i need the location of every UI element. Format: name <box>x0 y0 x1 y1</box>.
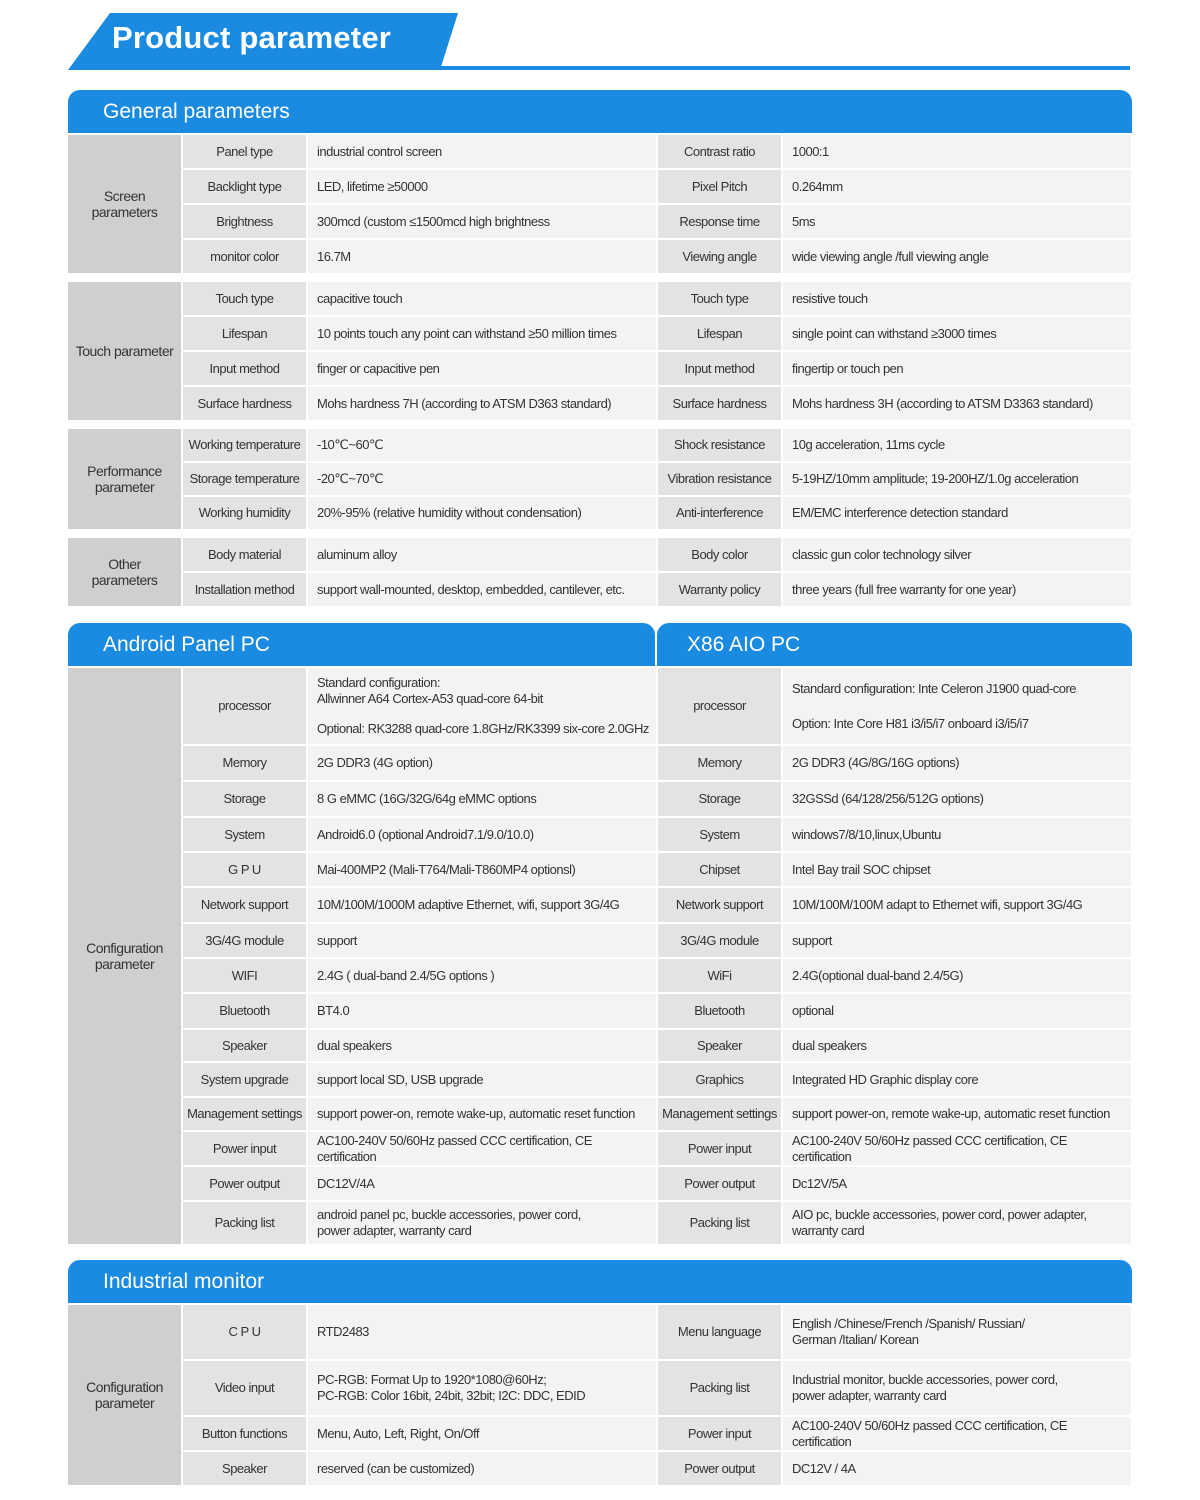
table-row <box>68 781 1132 817</box>
param-label: Bluetooth <box>657 993 782 1029</box>
param-label: C P U <box>182 1304 307 1360</box>
param-value: dual speakers <box>307 1029 657 1062</box>
param-label: Warranty policy <box>657 572 782 607</box>
param-value: support wall-mounted, desktop, embedded, cantilever, etc. <box>307 572 657 607</box>
param-label: Power output <box>657 1451 782 1486</box>
param-label: Surface hardness <box>182 386 307 421</box>
param-value: Android6.0 (optional Android7.1/9.0/10.0) <box>307 817 657 852</box>
param-value: BT4.0 <box>307 993 657 1029</box>
param-label: 3G/4G module <box>657 923 782 958</box>
param-label: Input method <box>657 351 782 386</box>
param-label: Response time <box>657 204 782 239</box>
param-value: support power-on, remote wake-up, automatic reset function <box>782 1097 1132 1131</box>
param-label: Memory <box>657 745 782 781</box>
table-row <box>68 667 1132 745</box>
table-row <box>68 887 1132 923</box>
param-label: Anti-interference <box>657 496 782 530</box>
param-value: support power-on, remote wake-up, automatic reset function <box>307 1097 657 1131</box>
table-row <box>68 537 1132 572</box>
table-row <box>68 316 1132 351</box>
table-row <box>68 1201 1132 1245</box>
param-value: resistive touch <box>782 281 1132 316</box>
page-title: Product parameter <box>112 20 392 55</box>
param-label: Speaker <box>182 1029 307 1062</box>
param-label: Storage <box>182 781 307 817</box>
table-row <box>68 1062 1132 1097</box>
value-line: power adapter, warranty card <box>317 1223 472 1238</box>
table-row <box>68 169 1132 204</box>
param-label: Installation method <box>182 572 307 607</box>
param-label: Panel type <box>182 134 307 169</box>
param-label: Power input <box>182 1131 307 1166</box>
monitor-table <box>68 1303 1133 1487</box>
table-row <box>68 958 1132 993</box>
param-value: 2G DDR3 (4G option) <box>307 745 657 781</box>
table-row <box>68 993 1132 1029</box>
param-value: support local SD, USB upgrade <box>307 1062 657 1097</box>
param-label: WiFi <box>657 958 782 993</box>
param-value <box>307 667 657 745</box>
param-label: Touch type <box>182 281 307 316</box>
general-parameters-table <box>68 133 1133 608</box>
table-row <box>68 1360 1132 1416</box>
param-label: Network support <box>657 887 782 923</box>
table-row <box>68 281 1132 316</box>
param-label: Backlight type <box>182 169 307 204</box>
param-value: 10M/100M/1000M adaptive Ethernet, wifi, support 3G/4G <box>307 887 657 923</box>
param-value: AC100-240V 50/60Hz passed CCC certification, CE certification <box>782 1416 1132 1451</box>
value-line: Standard configuration: Inte Celeron J1900 quad-core <box>792 680 1077 696</box>
param-value: aluminum alloy <box>307 537 657 572</box>
param-label: Surface hardness <box>657 386 782 421</box>
table-row <box>68 134 1132 169</box>
param-value: support <box>782 923 1132 958</box>
param-value: Mohs hardness 3H (according to ATSM D3363 standard) <box>782 386 1132 421</box>
param-value: EM/EMC interference detection standard <box>782 496 1132 530</box>
param-value <box>782 1304 1132 1360</box>
param-label: Vibration resistance <box>657 462 782 496</box>
param-value: reserved (can be customized) <box>307 1451 657 1486</box>
table-row <box>68 745 1132 781</box>
table-row <box>68 204 1132 239</box>
group-label: Configuration parameter <box>68 667 182 1245</box>
param-label: Network support <box>182 887 307 923</box>
param-label: Graphics <box>657 1062 782 1097</box>
param-label: Body material <box>182 537 307 572</box>
param-value: classic gun color technology silver <box>782 537 1132 572</box>
param-label: Management settings <box>657 1097 782 1131</box>
param-label: processor <box>182 667 307 745</box>
param-label: Touch type <box>657 281 782 316</box>
param-label: Video input <box>182 1360 307 1416</box>
param-label: G P U <box>182 852 307 887</box>
table-row <box>68 462 1132 496</box>
param-label: Shock resistance <box>657 428 782 462</box>
param-label: Storage temperature <box>182 462 307 496</box>
param-value: Intel Bay trail SOC chipset <box>782 852 1132 887</box>
value-line: power adapter, warranty card <box>792 1388 947 1403</box>
param-label: Packing list <box>657 1201 782 1245</box>
table-row <box>68 1416 1132 1451</box>
table-row <box>68 1451 1132 1486</box>
param-value: 5-19HZ/10mm amplitude; 19-200HZ/1.0g acceleration <box>782 462 1132 496</box>
param-value: Integrated HD Graphic display core <box>782 1062 1132 1097</box>
param-value: 2G DDR3 (4G/8G/16G options) <box>782 745 1132 781</box>
param-value: single point can withstand ≥3000 times <box>782 316 1132 351</box>
param-value: Dc12V/5A <box>782 1166 1132 1201</box>
configuration-table <box>68 666 1133 1246</box>
group-label: Performance parameter <box>68 428 182 530</box>
param-value: finger or capacitive pen <box>307 351 657 386</box>
section-title-monitor: Industrial monitor <box>68 1260 1132 1303</box>
param-label: Power output <box>657 1166 782 1201</box>
param-label: processor <box>657 667 782 745</box>
value-line: Standard configuration: <box>317 675 440 690</box>
param-value: Menu, Auto, Left, Right, On/Off <box>307 1416 657 1451</box>
value-line: PC-RGB: Format Up to 1920*1080@60Hz; <box>317 1372 547 1387</box>
param-value: 32GSSd (64/128/256/512G options) <box>782 781 1132 817</box>
table-row <box>68 817 1132 852</box>
section-title-android: Android Panel PC <box>68 623 655 666</box>
param-value: -20℃~70℃ <box>307 462 657 496</box>
param-label: Working humidity <box>182 496 307 530</box>
param-value: three years (full free warranty for one year) <box>782 572 1132 607</box>
param-value: 10 points touch any point can withstand ≥50 million times <box>307 316 657 351</box>
param-label: Lifespan <box>182 316 307 351</box>
param-label: Power input <box>657 1131 782 1166</box>
param-label: System <box>657 817 782 852</box>
param-value: 5ms <box>782 204 1132 239</box>
param-label: WIFI <box>182 958 307 993</box>
param-label: Speaker <box>657 1029 782 1062</box>
param-label: Packing list <box>182 1201 307 1245</box>
param-value: dual speakers <box>782 1029 1132 1062</box>
param-value: support <box>307 923 657 958</box>
param-value: LED, lifetime ≥50000 <box>307 169 657 204</box>
param-label: System <box>182 817 307 852</box>
table-row <box>68 1166 1132 1201</box>
value-line: AIO pc, buckle accessories, power cord, power adapter, <box>792 1207 1087 1222</box>
param-label: Button functions <box>182 1416 307 1451</box>
table-row <box>68 239 1132 274</box>
param-value <box>782 1360 1132 1416</box>
param-value: 1000:1 <box>782 134 1132 169</box>
value-line: English /Chinese/French /Spanish/ Russian/ <box>792 1316 1025 1331</box>
value-line: Option: Inte Core H81 i3/i5/i7 onboard i3/i5/i7 <box>792 715 1029 731</box>
param-label: Memory <box>182 745 307 781</box>
value-line: Allwinner A64 Cortex-A53 quad-core 64-bit <box>317 691 543 706</box>
param-value: 2.4G(optional dual-band 2.4/5G) <box>782 958 1132 993</box>
param-value <box>782 1201 1132 1245</box>
param-label: Pixel Pitch <box>657 169 782 204</box>
param-value: 20%-95% (relative humidity without condensation) <box>307 496 657 530</box>
param-label: Brightness <box>182 204 307 239</box>
param-label: Input method <box>182 351 307 386</box>
param-label: Storage <box>657 781 782 817</box>
table-row <box>68 386 1132 421</box>
param-value: 300mcd (custom ≤1500mcd high brightness <box>307 204 657 239</box>
table-row <box>68 1029 1132 1062</box>
table-row <box>68 351 1132 386</box>
param-value: 10g acceleration, 11ms cycle <box>782 428 1132 462</box>
group-label: Configuration parameter <box>68 1304 182 1486</box>
value-line: android panel pc, buckle accessories, power cord, <box>317 1207 581 1222</box>
table-row <box>68 852 1132 887</box>
value-line: PC-RGB: Color 16bit, 24bit, 32bit; I2C: DDC, EDID <box>317 1388 586 1403</box>
param-label: Bluetooth <box>182 993 307 1029</box>
param-label: Working temperature <box>182 428 307 462</box>
table-row <box>68 572 1132 607</box>
param-label: Body color <box>657 537 782 572</box>
param-value: 8 G eMMC (16G/32G/64g eMMC options <box>307 781 657 817</box>
param-value: AC100-240V 50/60Hz passed CCC certification, CE certification <box>307 1131 657 1166</box>
param-value: 0.264mm <box>782 169 1132 204</box>
param-value: DC12V/4A <box>307 1166 657 1201</box>
table-row <box>68 1304 1132 1360</box>
param-value: 2.4G ( dual-band 2.4/5G options ) <box>307 958 657 993</box>
table-row <box>68 428 1132 462</box>
param-value <box>307 1360 657 1416</box>
section-title-general: General parameters <box>68 90 1132 133</box>
value-line: Optional: RK3288 quad-core 1.8GHz/RK3399 six-core 2.0GHz <box>317 721 649 736</box>
param-value: fingertip or touch pen <box>782 351 1132 386</box>
param-label: Viewing angle <box>657 239 782 274</box>
param-label: Menu language <box>657 1304 782 1360</box>
param-value: Mai-400MP2 (Mali-T764/Mali-T860MP4 optionsl) <box>307 852 657 887</box>
param-label: 3G/4G module <box>182 923 307 958</box>
table-row <box>68 1131 1132 1166</box>
group-label: Touch parameter <box>68 281 182 421</box>
param-label: monitor color <box>182 239 307 274</box>
param-value: 10M/100M/100M adapt to Ethernet wifi, support 3G/4G <box>782 887 1132 923</box>
param-value: optional <box>782 993 1132 1029</box>
param-value: industrial control screen <box>307 134 657 169</box>
param-label: Contrast ratio <box>657 134 782 169</box>
param-label: Power input <box>657 1416 782 1451</box>
param-value: AC100-240V 50/60Hz passed CCC certification, CE certification <box>782 1131 1132 1166</box>
group-label: Screen parameters <box>68 134 182 274</box>
param-value: capacitive touch <box>307 281 657 316</box>
group-label: Other parameters <box>68 537 182 607</box>
table-row <box>68 496 1132 530</box>
param-value: DC12V / 4A <box>782 1451 1132 1486</box>
param-label: Management settings <box>182 1097 307 1131</box>
table-row <box>68 1097 1132 1131</box>
value-line: warranty card <box>792 1223 865 1238</box>
param-label: Chipset <box>657 852 782 887</box>
header-underline <box>438 66 1130 70</box>
param-label: System upgrade <box>182 1062 307 1097</box>
param-label: Lifespan <box>657 316 782 351</box>
param-value: 16.7M <box>307 239 657 274</box>
param-label: Power output <box>182 1166 307 1201</box>
param-label: Packing list <box>657 1360 782 1416</box>
value-line: Industrial monitor, buckle accessories, power cord, <box>792 1372 1058 1387</box>
param-value <box>307 1201 657 1245</box>
param-value: Mohs hardness 7H (according to ATSM D363 standard) <box>307 386 657 421</box>
param-value: RTD2483 <box>307 1304 657 1360</box>
param-value: windows7/8/10,linux,Ubuntu <box>782 817 1132 852</box>
param-label: Speaker <box>182 1451 307 1486</box>
table-row <box>68 923 1132 958</box>
param-value: wide viewing angle /full viewing angle <box>782 239 1132 274</box>
param-value <box>782 667 1132 745</box>
section-title-x86: X86 AIO PC <box>657 623 1132 666</box>
param-value: -10℃~60℃ <box>307 428 657 462</box>
value-line: German /Italian/ Korean <box>792 1332 919 1347</box>
